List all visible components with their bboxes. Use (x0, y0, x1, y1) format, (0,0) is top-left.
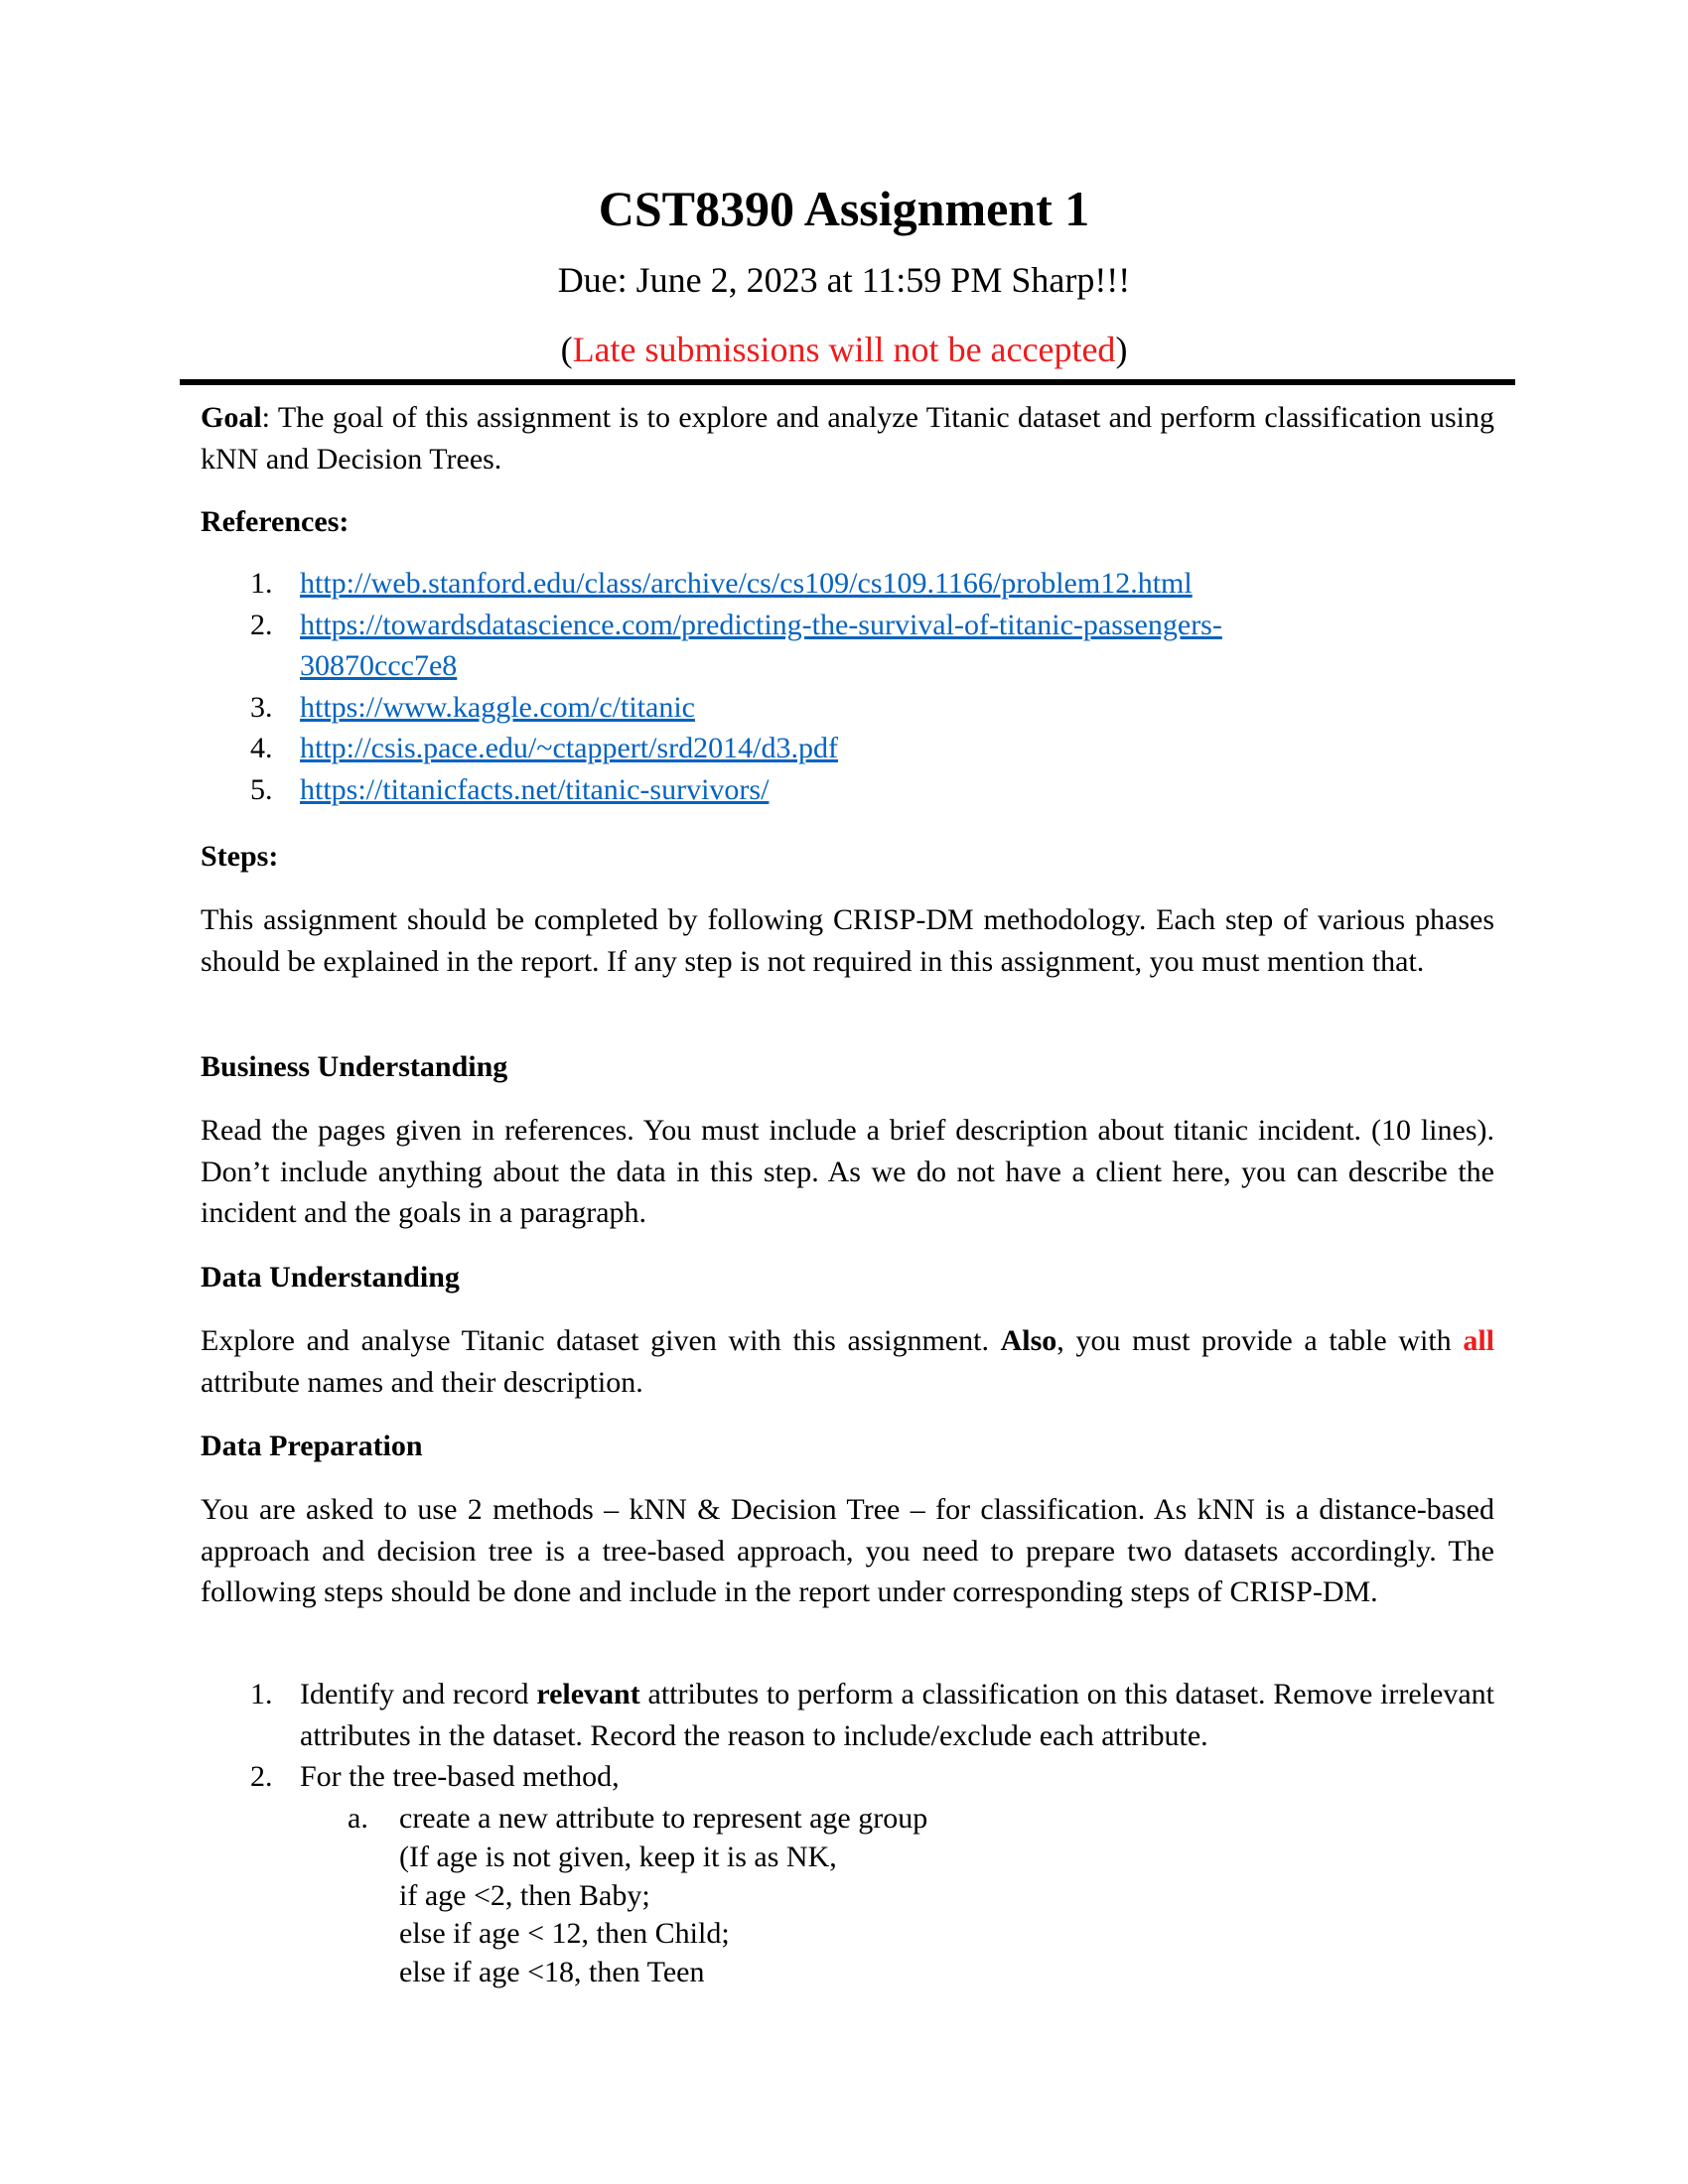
all-emphasis: all (1463, 1324, 1494, 1357)
steps-intro: This assignment should be completed by following CRISP-DM methodology. Each step of various phases should be explained in the report. If any step is not required in this assignment, you must mention that. (201, 903, 1494, 978)
age-rule-line: (If age is not given, keep it is as NK, (399, 1841, 837, 1873)
reference-item (201, 769, 1494, 811)
reference-link[interactable] (300, 609, 1222, 683)
business-understanding-text: Read the pages given in references. You must include a brief description about titanic incident. (10 lines). Don’t include anything about the data in this step. As we do not have a client here, you can describe the incident and the goals in a paragraph. (201, 1114, 1494, 1229)
also-emphasis: Also (1000, 1324, 1057, 1357)
sub-step (201, 1798, 1494, 1840)
step-number: 2. (250, 1760, 273, 1793)
reference-link[interactable]: https://www.kaggle.com/c/titanic (300, 690, 695, 724)
document-title: CST8390 Assignment 1 (598, 181, 1090, 236)
reference-link-part: https://towardsdatascience.com/predicting-the-survival-of-titanic-passengers- (300, 608, 1222, 641)
due-date: Due: June 2, 2023 at 11:59 PM Sharp!!! (557, 260, 1131, 300)
goal-text: : The goal of this assignment is to explore and analyze Titanic dataset and perform classification using kNN and Decision Trees. (201, 401, 1494, 476)
age-group-rules (201, 1839, 1494, 1991)
sub-step-letter: a. (348, 1801, 368, 1835)
data-understanding-text-b: , you must provide a table with (1056, 1324, 1464, 1357)
references-list (201, 563, 1494, 810)
reference-link-part: 30870ccc7e8 (300, 649, 458, 682)
reference-link[interactable]: http://csis.pace.edu/~ctappert/srd2014/d3.pdf (300, 732, 838, 764)
age-rule-line: else if age <18, then Teen (399, 1955, 705, 1988)
reference-number: 2. (250, 608, 273, 641)
data-understanding-heading: Data Understanding (201, 1261, 460, 1294)
data-preparation-heading: Data Preparation (201, 1430, 423, 1462)
reference-number: 3. (250, 690, 273, 724)
late-notice-text: Late submissions will not be accepted (572, 330, 1116, 369)
reference-link[interactable]: http://web.stanford.edu/class/archive/cs/cs109/cs109.1166/problem12.html (300, 567, 1193, 600)
age-rule-line: if age <2, then Baby; (399, 1878, 650, 1912)
late-paren-close: ) (1115, 330, 1128, 369)
preparation-steps-list (201, 1674, 1494, 1991)
data-understanding-text-a: Explore and analyse Titanic dataset given with this assignment. (201, 1324, 1001, 1357)
business-understanding-heading: Business Understanding (201, 1050, 508, 1083)
sub-steps-list (201, 1798, 1494, 1840)
goal-label: Goal (201, 401, 262, 434)
goal-paragraph (201, 397, 1494, 479)
reference-item (201, 605, 1494, 687)
data-understanding-text-c: attribute names and their description. (201, 1365, 643, 1399)
step-text-b: attributes to perform a classification on this dataset. Remove irrelevant attributes in the dataset. Record the reason to include/exclude each attribute. (300, 1678, 1494, 1752)
reference-number: 1. (250, 567, 273, 600)
step-text-a: Identify and record (300, 1678, 537, 1710)
age-rule-line: else if age < 12, then Child; (399, 1917, 730, 1950)
reference-link[interactable]: https://titanicfacts.net/titanic-survivors/ (300, 772, 770, 806)
reference-item (201, 687, 1494, 729)
data-understanding-text (201, 1320, 1494, 1403)
steps-heading: Steps: (201, 840, 279, 873)
header-divider (180, 379, 1515, 385)
reference-item (201, 563, 1494, 605)
references-heading: References: (201, 505, 350, 538)
relevant-emphasis: relevant (536, 1678, 640, 1710)
reference-number: 4. (250, 732, 273, 764)
step-text: For the tree-based method, (300, 1760, 620, 1793)
late-notice (0, 326, 1688, 373)
reference-item (201, 728, 1494, 769)
data-preparation-text: You are asked to use 2 methods – kNN & Decision Tree – for classification. As kNN is a distance-based approach and decision tree is a tree-based approach, you need to prepare two datasets accordingly. The following steps should be done and include in the report under corresponding steps of CRISP-DM. (201, 1493, 1494, 1608)
step-number: 1. (250, 1678, 273, 1710)
preparation-step (201, 1756, 1494, 1991)
late-paren-open: ( (560, 330, 573, 369)
reference-number: 5. (250, 772, 273, 806)
preparation-step (201, 1674, 1494, 1756)
sub-step-text: create a new attribute to represent age group (399, 1801, 928, 1835)
